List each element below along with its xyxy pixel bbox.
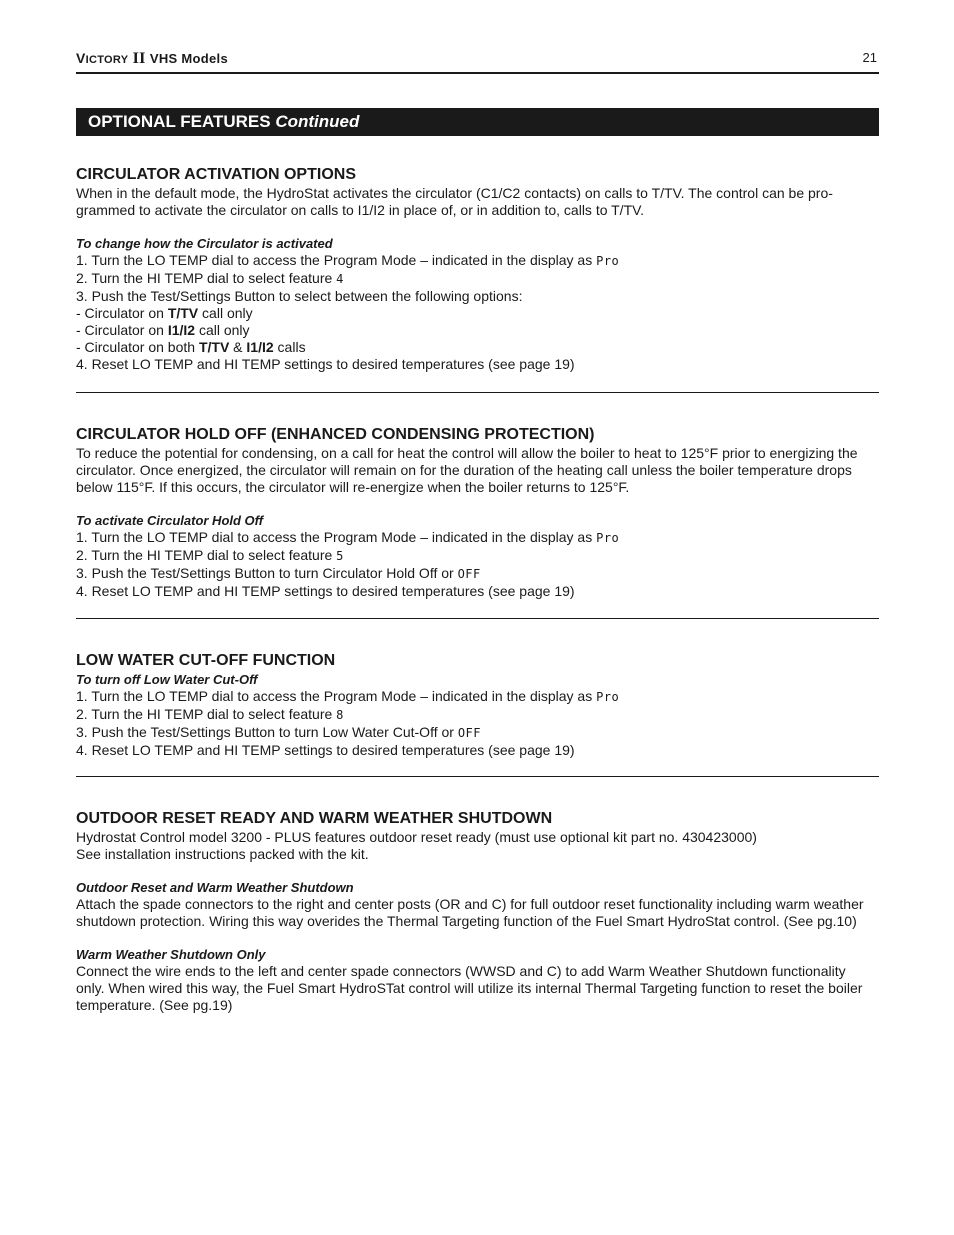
option-bold: T/TV xyxy=(198,339,230,355)
option-text: call only xyxy=(198,305,253,321)
subheading: To change how the Circulator is activated xyxy=(76,236,333,251)
step-text: 2. Turn the HI TEMP dial to select feature xyxy=(76,270,337,286)
option-3 xyxy=(76,339,879,356)
lcd-display-text: OFF xyxy=(457,567,481,581)
step-2 xyxy=(76,706,879,724)
section-outdoor-reset xyxy=(76,809,879,1014)
page-header xyxy=(76,48,879,74)
option-text: - Circulator on both xyxy=(76,339,199,355)
banner-title: OPTIONAL FEATURES xyxy=(88,112,271,131)
step-text: 3. Push the Test/Settings Button to turn Circulator Hold Off or xyxy=(76,565,458,581)
subheading: Warm Weather Shutdown Only xyxy=(76,947,266,962)
option-text: call only xyxy=(195,322,250,338)
section-low-water-cutoff xyxy=(76,651,879,759)
step-4: 4. Reset LO TEMP and HI TEMP settings to desired temperatures (see page 19) xyxy=(76,583,575,599)
option-bold: I1/I2 xyxy=(167,322,196,338)
step-4: 4. Reset LO TEMP and HI TEMP settings to desired temperatures (see page 19) xyxy=(76,742,575,758)
step-text: 1. Turn the LO TEMP dial to access the Program Mode – indicated in the display as xyxy=(76,529,597,545)
section-circulator-activation xyxy=(76,165,879,373)
option-text: & xyxy=(229,339,247,355)
step-text: 2. Turn the HI TEMP dial to select feature xyxy=(76,547,337,563)
option-text: - Circulator on xyxy=(76,322,168,338)
paragraph-line: grammed to activate the circulator on calls to I1/I2 in place of, or in addition to, calls to T/TV. xyxy=(76,202,645,218)
subheading: To turn off Low Water Cut-Off xyxy=(76,672,258,687)
step-1 xyxy=(76,529,879,547)
option-text: calls xyxy=(273,339,306,355)
lcd-display-text: 4 xyxy=(336,272,344,286)
paragraph-line: shutdown protection. Wiring this way overides the Thermal Targeting function of the Fuel Smart HydroStat control. (See pg.10) xyxy=(76,913,857,929)
lcd-display-text: OFF xyxy=(457,726,482,740)
section-heading: LOW WATER CUT-OFF FUNCTION xyxy=(76,652,336,669)
brand-roman-numeral: II xyxy=(132,50,146,67)
paragraph-line: temperature. (See pg.19) xyxy=(76,997,233,1013)
section-circulator-hold-off xyxy=(76,425,879,600)
brand-models: VHS Models xyxy=(149,51,228,66)
step-3 xyxy=(76,724,879,742)
brand-title xyxy=(76,50,228,68)
section-banner xyxy=(76,108,879,136)
lcd-display-text: Pro xyxy=(596,531,620,545)
paragraph-line: See installation instructions packed with the kit. xyxy=(76,846,369,862)
step-3: 3. Push the Test/Settings Button to select between the following options: xyxy=(76,288,523,304)
section-heading: CIRCULATOR ACTIVATION OPTIONS xyxy=(76,166,356,183)
paragraph-line: Attach the spade connectors to the right and center posts (OR and C) for full outdoor reset functionality including warm weather xyxy=(76,896,864,912)
section-divider xyxy=(76,392,879,393)
paragraph-line: To reduce the potential for condensing, on a call for heat the control will allow the boiler to heat to 125°F prior to energizing the xyxy=(76,445,858,461)
subheading: To activate Circulator Hold Off xyxy=(76,513,264,528)
paragraph-line: Connect the wire ends to the left and center spade connectors (WWSD and C) to add Warm Weather Shutdown functionality xyxy=(76,963,846,979)
option-bold: I1/I2 xyxy=(246,339,274,355)
brand-initial: V xyxy=(76,50,86,66)
section-heading: OUTDOOR RESET READY AND WARM WEATHER SHUTDOWN xyxy=(76,810,553,827)
option-2 xyxy=(76,322,879,339)
paragraph-line: When in the default mode, the HydroStat activates the circulator (C1/C2 contacts) on calls to T/TV. The control can be pro- xyxy=(76,185,833,201)
option-bold: T/TV xyxy=(167,305,199,321)
section-heading: CIRCULATOR HOLD OFF (ENHANCED CONDENSING PROTECTION) xyxy=(76,426,595,443)
step-text: 1. Turn the LO TEMP dial to access the Program Mode – indicated in the display as xyxy=(76,252,597,268)
section-divider xyxy=(76,618,879,619)
paragraph-line: below 115°F. If this occurs, the circulator will re-energize when the boiler returns to 125°F. xyxy=(76,479,630,495)
page-number: 21 xyxy=(862,50,877,65)
step-1 xyxy=(76,252,879,270)
lcd-display-text: 5 xyxy=(336,549,344,563)
step-text: 1. Turn the LO TEMP dial to access the Program Mode – indicated in the display as xyxy=(76,688,597,704)
lcd-display-text: 8 xyxy=(336,708,344,722)
section-divider xyxy=(76,776,879,777)
step-3 xyxy=(76,565,879,583)
lcd-display-text: Pro xyxy=(596,254,620,268)
option-text: - Circulator on xyxy=(76,305,168,321)
lcd-display-text: Pro xyxy=(596,690,620,704)
step-4: 4. Reset LO TEMP and HI TEMP settings to desired temperatures (see page 19) xyxy=(76,356,575,372)
paragraph-line: circulator. Once energized, the circulator will remain on for the duration of the heating call unless the boiler temperature drops xyxy=(76,462,852,478)
step-1 xyxy=(76,688,879,706)
subheading: Outdoor Reset and Warm Weather Shutdown xyxy=(76,880,354,895)
brand-smallcaps: ICTORY xyxy=(85,54,129,66)
option-1 xyxy=(76,305,879,322)
banner-continued: Continued xyxy=(275,112,360,131)
step-2 xyxy=(76,547,879,565)
paragraph-line: Hydrostat Control model 3200 - PLUS features outdoor reset ready (must use optional kit part no. 430423000) xyxy=(76,829,757,845)
paragraph-line: only. When wired this way, the Fuel Smart HydroSTat control will utilize its internal Thermal Targeting function to reset the boiler xyxy=(76,980,863,996)
step-2 xyxy=(76,270,879,288)
step-text: 2. Turn the HI TEMP dial to select feature xyxy=(76,706,337,722)
step-text: 3. Push the Test/Settings Button to turn Low Water Cut-Off or xyxy=(76,724,458,740)
